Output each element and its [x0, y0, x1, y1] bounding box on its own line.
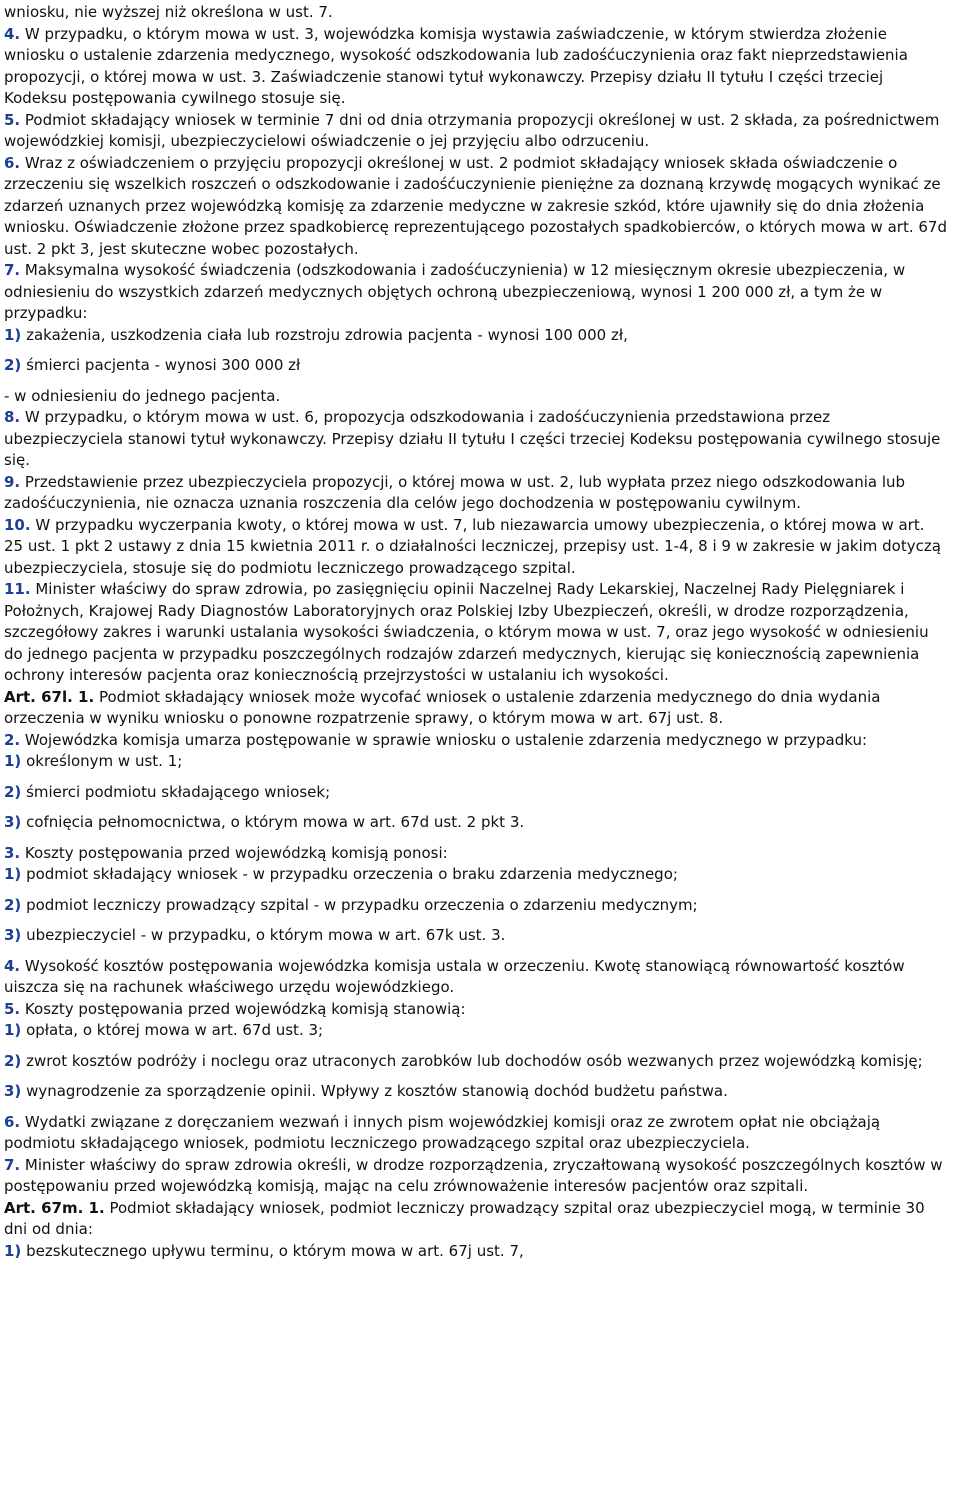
paragraph-number: 7. — [4, 261, 21, 279]
paragraph — [4, 730, 948, 752]
paragraph — [4, 1241, 948, 1263]
paragraph-text: Wysokość kosztów postępowania wojewódzka komisja ustala w orzeczeniu. Kwotę stanowiącą równowartość kosztów uiszcza się na rachunek właściwego urzędu wojewódzkiego. — [4, 956, 905, 996]
paragraph — [4, 999, 948, 1021]
paragraph — [4, 1051, 948, 1073]
paragraph-number: 9. — [4, 472, 21, 491]
paragraph — [4, 925, 948, 947]
paragraph-number: 2) — [4, 356, 22, 374]
paragraph-text: cofnięcia pełnomocnictwa, o którym mowa w art. 67d ust. 2 pkt 3. — [26, 813, 525, 831]
paragraph-text: śmierci podmiotu składającego wniosek; — [26, 782, 331, 801]
paragraph-number: 2) — [4, 1051, 22, 1070]
paragraph — [4, 325, 948, 347]
paragraph-number: 1) — [4, 752, 22, 770]
paragraph — [4, 751, 948, 773]
paragraph — [4, 864, 948, 886]
paragraph-text: Podmiot składający wniosek może wycofać wniosek o ustalenie zdarzenia medycznego do dnia wydania orzeczenia w wyniku wniosku o ponowne rozpatrzenie sprawy, o którym mowa w art. 67j ust. 8. — [4, 687, 881, 727]
paragraph — [4, 1198, 948, 1241]
paragraph — [4, 579, 948, 687]
paragraph — [4, 812, 948, 834]
paragraph-number: 3) — [4, 1082, 22, 1100]
paragraph-number: 1) — [4, 1241, 22, 1260]
paragraph — [4, 1112, 948, 1155]
paragraph-text: zakażenia, uszkodzenia ciała lub rozstroju zdrowia pacjenta - wynosi 100 000 zł, — [26, 325, 628, 344]
paragraph-number: 8. — [4, 408, 21, 426]
paragraph — [4, 386, 948, 408]
paragraph-number: 10. — [4, 515, 31, 534]
paragraph — [4, 782, 948, 804]
paragraph-number: 7. — [4, 1155, 21, 1174]
paragraph-text: Minister właściwy do spraw zdrowia określi, w drodze rozporządzenia, zryczałtowaną wysokość poszczególnych kosztów w postępowaniu przed wojewódzką komisją, mając na celu zrównoważenie interesów pacjentów oraz szpitali. — [4, 1155, 943, 1195]
paragraph-text: opłata, o której mowa w art. 67d ust. 3; — [26, 1021, 324, 1039]
paragraph-text: bezskutecznego upływu terminu, o którym mowa w art. 67j ust. 7, — [26, 1241, 524, 1260]
paragraph-number: Art. 67l. 1. — [4, 687, 95, 706]
paragraph-text: W przypadku, o którym mowa w ust. 6, propozycja odszkodowania i zadośćuczynienia przedstawiona przez ubezpieczyciela stanowi tytuł wykonawczy. Przepisy działu II tytułu I części trzeciej Kodeksu postępowania cywilnego stosuje się. — [4, 408, 941, 469]
paragraph — [4, 153, 948, 261]
paragraph-number: 6. — [4, 1112, 21, 1131]
paragraph-number: 1) — [4, 1021, 22, 1039]
paragraph-text: zwrot kosztów podróży i noclegu oraz utraconych zarobków lub dochodów osób wezwanych przez wojewódzką komisję; — [26, 1051, 923, 1070]
paragraph-number: 3) — [4, 926, 22, 944]
paragraph — [4, 956, 948, 999]
paragraph-number: 6. — [4, 153, 21, 172]
paragraph-number: Art. 67m. 1. — [4, 1198, 105, 1217]
paragraph-number: 2. — [4, 730, 21, 749]
paragraph-text: W przypadku wyczerpania kwoty, o której mowa w ust. 7, lub niezawarcia umowy ubezpieczenia, o której mowa w art. 25 ust. 1 pkt 2 ustawy z dnia 15 kwietnia 2011 r. o działalności leczniczej, przepisy ust. 1-4, 8 i 9 w zakresie w jakim dotyczą ubezpieczyciela, stosuje się do podmiotu leczniczego prowadzącego szpital. — [4, 515, 941, 577]
paragraph — [4, 355, 948, 377]
paragraph-number: 3. — [4, 843, 21, 862]
paragraph — [4, 260, 948, 325]
paragraph-number: 1) — [4, 325, 22, 344]
paragraph-text: Wojewódzka komisja umarza postępowanie w sprawie wniosku o ustalenie zdarzenia medycznego w przypadku: — [24, 730, 868, 749]
paragraph-text: wynagrodzenie za sporządzenie opinii. Wpływy z kosztów stanowią dochód budżetu państwa. — [26, 1082, 728, 1100]
paragraph — [4, 24, 948, 110]
paragraph — [4, 1081, 948, 1103]
paragraph — [4, 687, 948, 730]
paragraph-text: Wydatki związane z doręczaniem wezwań i innych pism wojewódzkiej komisji oraz ze zwrotem opłat nie obciążają podmiotu składającego wniosek, podmiotu leczniczego prowadzącego szpital oraz ubezpieczyciela. — [4, 1112, 881, 1152]
paragraph-number: 1) — [4, 865, 22, 883]
paragraph — [4, 1020, 948, 1042]
paragraph — [4, 110, 948, 153]
paragraph-text: podmiot leczniczy prowadzący szpital - w przypadku orzeczenia o zdarzeniu medycznym; — [26, 895, 698, 914]
paragraph-text: Koszty postępowania przed wojewódzką komisją stanowią: — [24, 999, 466, 1018]
paragraph-text: śmierci pacjenta - wynosi 300 000 zł — [26, 356, 301, 374]
paragraph-text: Podmiot składający wniosek w terminie 7 dni od dnia otrzymania propozycji określonej w ust. 2 składa, za pośrednictwem wojewódzkiej komisji, ubezpieczycielowi oświadczenie o jej przyjęciu albo odrzuceniu. — [4, 110, 940, 150]
paragraph-text: określonym w ust. 1; — [26, 752, 183, 770]
paragraph — [4, 843, 948, 865]
paragraph — [4, 515, 948, 580]
paragraph — [4, 895, 948, 917]
paragraph-text: Koszty postępowania przed wojewódzką komisją ponosi: — [24, 843, 448, 862]
paragraph-text: Podmiot składający wniosek, podmiot leczniczy prowadzący szpital oraz ubezpieczyciel mogą, w terminie 30 dni od dnia: — [4, 1198, 925, 1238]
paragraph-text: - w odniesieniu do jednego pacjenta. — [4, 386, 281, 405]
paragraph-number: 5. — [4, 110, 21, 129]
paragraph-number: 4. — [4, 956, 21, 975]
paragraph-number: 11. — [4, 580, 31, 598]
paragraph — [4, 1155, 948, 1198]
paragraph — [4, 472, 948, 515]
paragraph-text: podmiot składający wniosek - w przypadku orzeczenia o braku zdarzenia medycznego; — [26, 865, 678, 883]
paragraph-number: 5. — [4, 999, 21, 1018]
paragraph-number: 2) — [4, 782, 22, 801]
paragraph-number: 2) — [4, 895, 22, 914]
paragraph-text: ubezpieczyciel - w przypadku, o którym mowa w art. 67k ust. 3. — [26, 926, 506, 944]
paragraph-text: Przedstawienie przez ubezpieczyciela propozycji, o której mowa w ust. 2, lub wypłata przez niego odszkodowania lub zadośćuczynienia, nie oznacza uznania roszczenia dla celów jego dochodzenia w postępowaniu cywilnym. — [4, 472, 906, 512]
paragraph-text: wniosku, nie wyższej niż określona w ust. 7. — [4, 3, 333, 21]
paragraph-text: Maksymalna wysokość świadczenia (odszkodowania i zadośćuczynienia) w 12 miesięcznym okresie ubezpieczenia, w odniesieniu do wszystkich zdarzeń medycznych objętych ochroną ubezpieczeniową, wynosi 1 200 000 zł, a tym że w przypadku: — [4, 261, 906, 322]
paragraph-number: 4. — [4, 24, 21, 43]
paragraph — [4, 407, 948, 472]
paragraph-text: Wraz z oświadczeniem o przyjęciu propozycji określonej w ust. 2 podmiot składający wniosek składa oświadczenie o zrzeczeniu się wszelkich roszczeń o odszkodowanie i zadośćuczynienie pieniężne za doznaną krzywdę mogących wynikać ze zdarzeń uznanych przez wojewódzką komisję za zdarzenie medyczne w zakresie szkód, które ujawniły się do dnia złożenia wniosku. Oświadczenie złożone przez spadkobiercę reprezentującego pozostałych spadkobierców, o których mowa w art. 67d ust. 2 pkt 3, jest skuteczne wobec pozostałych. — [4, 153, 947, 258]
paragraph-text: Minister właściwy do spraw zdrowia, po zasięgnięciu opinii Naczelnej Rady Lekarskiej, Naczelnej Rady Pielęgniarek i Położnych, Krajowej Rady Diagnostów Laboratoryjnych oraz Polskiej Izby Ubezpieczeń, określi, w drodze rozporządzenia, szczegółowy zakres i warunki ustalania wysokości świadczenia, o którym mowa w ust. 7, oraz jego wysokość w odniesieniu do jednego pacjenta w przypadku poszczególnych rodzajów zdarzeń medycznych, kierując się koniecznością zapewnienia ochrony interesów pacjenta oraz koniecznością przejrzystości w ustalaniu ich wysokości. — [4, 580, 929, 684]
paragraph-number: 3) — [4, 813, 22, 831]
paragraph — [4, 2, 948, 24]
paragraph-text: W przypadku, o którym mowa w ust. 3, wojewódzka komisja wystawia zaświadczenie, w którym stwierdza złożenie wniosku o ustalenie zdarzenia medycznego, wysokość odszkodowania lub zadośćuczynienia oraz fakt nieprzedstawienia propozycji, o której mowa w ust. 3. Zaświadczenie stanowi tytuł wykonawczy. Przepisy działu II tytułu I części trzeciej Kodeksu postępowania cywilnego stosuje się. — [4, 24, 908, 107]
